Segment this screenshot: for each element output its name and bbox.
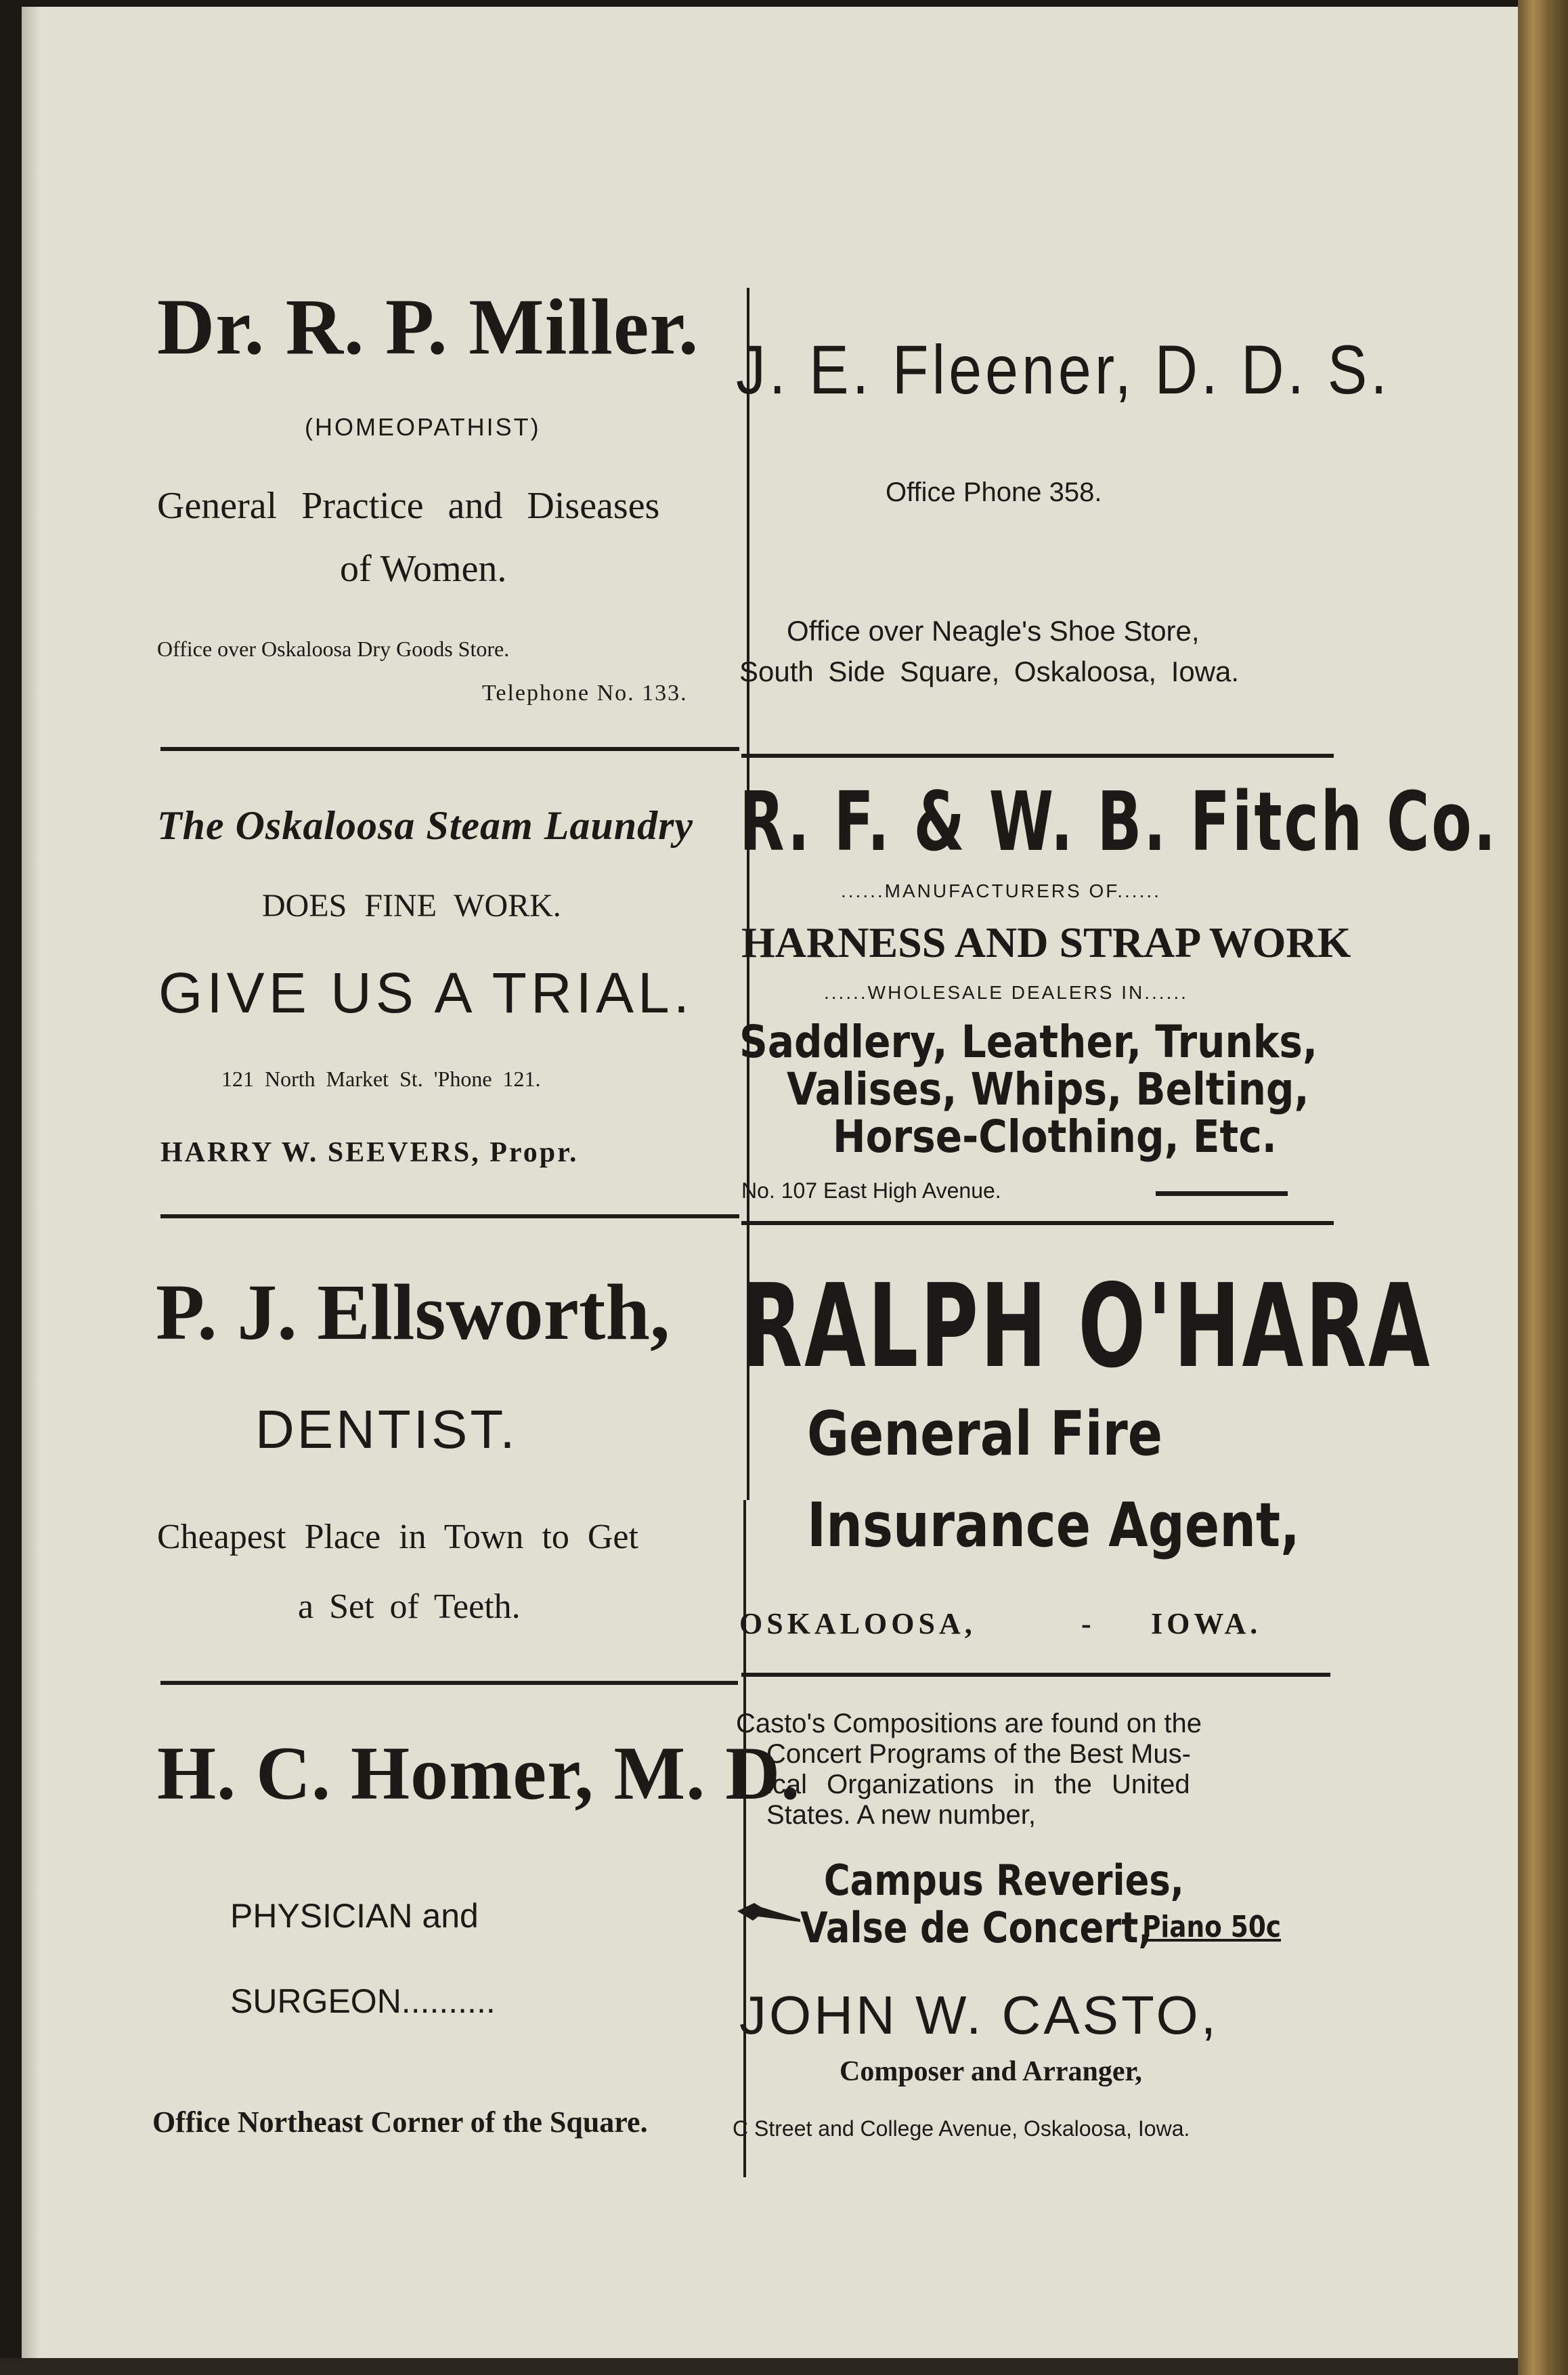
casto-intro-line1: Casto's Compositions are found on the [736,1709,1202,1738]
laundry-proprietor: HARRY W. SEEVERS, Propr. [160,1137,579,1168]
laundry-name: The Oskaloosa Steam Laundry [157,803,694,848]
pointing-hand-icon [734,1896,802,1930]
fleener-office-line1: Office over Neagle's Shoe Store, [787,615,1200,647]
ellsworth-line1: Cheapest Place in Town to Get [157,1518,638,1556]
ohara-line1: General Fire [807,1398,1163,1470]
laundry-line2: GIVE US A TRIAL. [158,961,694,1025]
laundry-address: 121 North Market St. 'Phone 121. [221,1067,541,1091]
rule-left-1 [160,747,739,751]
fleener-phone: Office Phone 358. [886,477,1102,507]
casto-intro-line3: ical Organizations in the United [766,1770,1190,1799]
casto-price: Piano 50c [1142,1910,1282,1944]
fitch-goods3: Horse-Clothing, Etc. [833,1111,1277,1163]
fitch-wholesale: ......WHOLESALE DEALERS IN...... [824,982,1188,1003]
miller-office: Office over Oskaloosa Dry Goods Store. [157,637,510,661]
fitch-flourish [1156,1191,1288,1196]
ellsworth-title: DENTIST. [255,1399,518,1459]
ohara-dash: - [1081,1607,1091,1640]
casto-intro-line2: Concert Programs of the Best Mus- [766,1739,1191,1769]
ellsworth-line2: a Set of Teeth. [298,1587,521,1626]
ohara-name: RALPH O'HARA [741,1260,1432,1394]
column-divider-lower [743,1500,746,2177]
ohara-line2: Insurance Agent, [807,1490,1300,1561]
fitch-name: R. F. & W. B. Fitch Co. [739,775,1498,870]
casto-title-line2: Valse de Concert, [800,1903,1152,1952]
fitch-address: No. 107 East High Avenue. [741,1178,1001,1203]
fitch-manufacturers: ......MANUFACTURERS OF...... [841,880,1161,901]
casto-name: JOHN W. CASTO, [739,1985,1219,2045]
rule-right-1 [741,754,1334,758]
fitch-goods2: Valises, Whips, Belting, [787,1063,1309,1115]
casto-address: C Street and College Avenue, Oskaloosa, Iowa. [733,2116,1190,2141]
rule-left-2 [160,1214,739,1218]
fitch-harness: HARNESS AND STRAP WORK [741,918,1351,966]
homer-line2: SURGEON.......... [230,1982,496,2020]
miller-telephone: Telephone No. 133. [482,681,688,706]
ohara-city: OSKALOOSA, [739,1607,976,1640]
homer-name: H. C. Homer, M. D. [157,1732,801,1816]
rule-right-2 [741,1221,1334,1225]
page-bottom-edge [0,2358,1518,2375]
casto-intro-line4: States. A new number, [766,1800,1037,1830]
miller-subtitle: (HOMEOPATHIST) [305,413,541,441]
casto-role: Composer and Arranger, [840,2056,1142,2087]
fitch-goods1: Saddlery, Leather, Trunks, [739,1016,1318,1068]
laundry-line1: DOES FINE WORK. [262,888,561,924]
homer-office: Office Northeast Corner of the Square. [152,2105,648,2139]
book-spine-edge [1518,0,1568,2375]
casto-title-line1: Campus Reveries, [824,1856,1184,1905]
ohara-state: IOWA. [1151,1607,1262,1640]
miller-name: Dr. R. P. Miller. [157,282,699,371]
miller-line2: of Women. [340,548,507,590]
miller-line1: General Practice and Diseases [157,485,660,527]
advertisement-page [22,7,1518,2358]
page-edge-shadow [22,7,39,2358]
rule-right-3 [741,1673,1330,1677]
rule-left-3 [160,1681,738,1685]
ellsworth-name: P. J. Ellsworth, [156,1268,670,1356]
fleener-name: J. E. Fleener, D. D. S. [736,331,1391,408]
fleener-office-line2: South Side Square, Oskaloosa, Iowa. [739,656,1240,687]
homer-line1: PHYSICIAN and [230,1897,479,1935]
